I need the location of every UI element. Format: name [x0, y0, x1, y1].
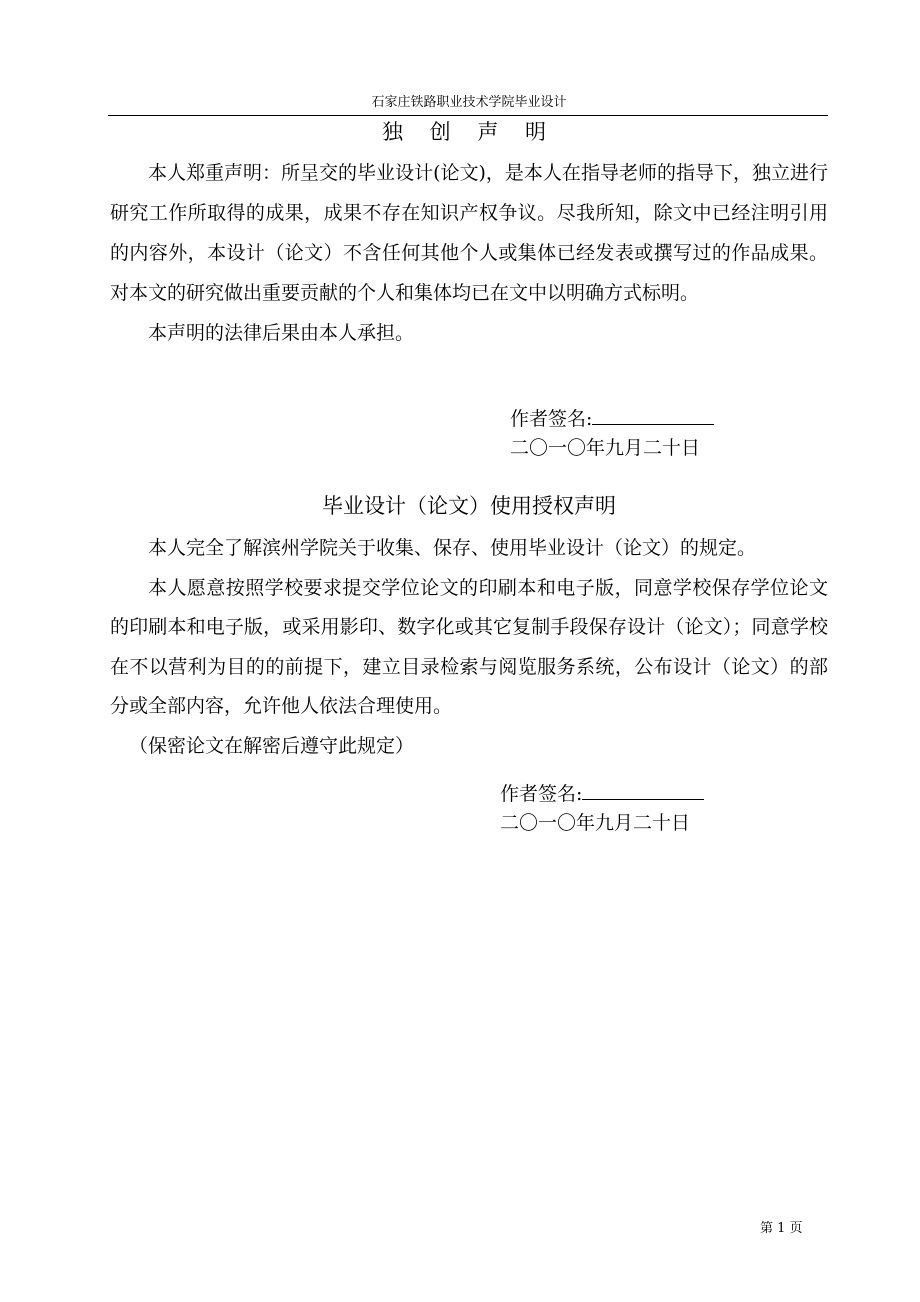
originality-signature-row [510, 405, 714, 433]
page-number: 第 1 页 [760, 1221, 803, 1236]
authorization-paragraph-1: 本人完全了解滨州学院关于收集、保存、使用毕业设计（论文）的规定。 [148, 537, 757, 559]
signature-label: 作者签名: [500, 783, 583, 805]
originality-date: 二〇一〇年九月二十日 [510, 437, 701, 459]
confidential-note: （保密论文在解密后遵守此规定） [129, 734, 415, 757]
authorization-signature-row [500, 780, 704, 808]
authorization-date: 二〇一〇年九月二十日 [500, 812, 691, 834]
running-header: 石家庄铁路职业技术学院毕业设计 [371, 95, 567, 110]
authorization-paragraph-2: 本人愿意按照学校要求提交学位论文的印刷本和电子版，同意学校保存学位论文的印刷本和电子版，或采用影印、数字化或其它复制手段保存设计（论文）；同意学校在不以营利为目的的前提下，建立目录检索与阅览服务系统，公布设计（论文）的部分或全部内容，允许他人依法合理使用。 [110, 576, 828, 718]
originality-statement-title: 独 创 声 明 [381, 120, 557, 144]
originality-statement-body [110, 153, 828, 353]
header-divider [108, 115, 828, 116]
originality-paragraph-1: 本人郑重声明：所呈交的毕业设计(论文)，是本人在指导老师的指导下，独立进行研究工作所取得的成果，成果不存在知识产权争议。尽我所知，除文中已经注明引用的内容外，本设计（论文）不含任何其他个人或集体已经发表或撰写过的作品成果。对本文的研究做出重要贡献的个人和集体均已在文中以明确方式标明。 [110, 162, 828, 304]
signature-label: 作者签名: [510, 408, 593, 430]
originality-paragraph-2: 本声明的法律后果由本人承担。 [148, 322, 415, 344]
signature-blank-line [582, 797, 704, 800]
signature-blank-line [592, 422, 714, 425]
authorization-statement-body [110, 529, 828, 767]
authorization-statement-title: 毕业设计（论文）使用授权声明 [322, 494, 616, 518]
